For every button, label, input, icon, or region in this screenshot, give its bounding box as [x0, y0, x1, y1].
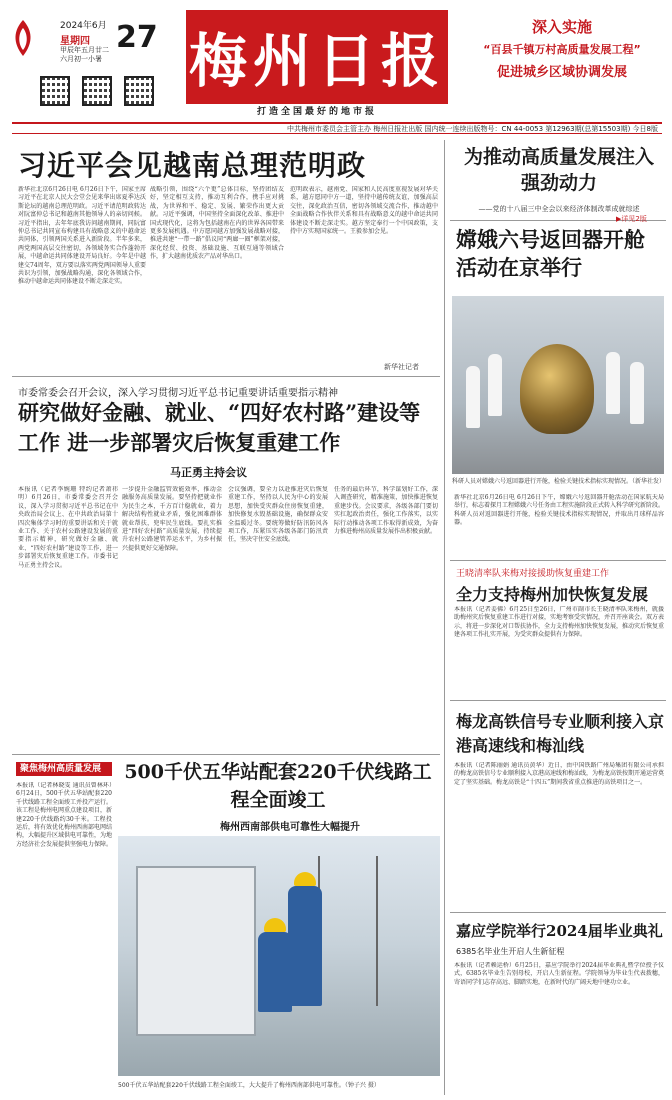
scientist-figure — [630, 362, 644, 424]
publication-info-bar: 中共梅州市委员会主管主办 梅州日报社出版 国内统一连续出版物号：CN 44-0053 第12963期(总第15503期) 今日8版 — [12, 122, 662, 134]
aid-kicker: 王晓清率队来梅对接援助恢复重建工作 — [456, 569, 610, 579]
lunar-date — [60, 46, 109, 64]
section-divider — [450, 912, 666, 913]
scientist-figure — [606, 352, 620, 414]
power-body: 本报讯（记者林晓雯 通讯员曾林环）6月24日，500千伏五华站配套220千伏线路工程全面竣工并投产运行。该工程是梅州电网重点建设项目，新建220千伏线路约30千米。工程投运后，将有效优化梅州西南部电网结构，大幅提升区域供电可靠性，为地方经济社会发展提供坚强电力保障。 — [16, 782, 112, 848]
weekday: 星期四 — [60, 36, 90, 47]
power-headline[interactable]: 500千伏五华站配套220千伏线路工程全面竣工 — [124, 761, 432, 811]
scientist-figure — [488, 354, 502, 416]
section-divider — [12, 376, 440, 377]
railway-body: 本报讯（记者陈丽娟 通讯员黄华）近日，由中国铁路广州局集团有限公司承担的梅龙高铁信号专业顺利接入京港高速线和梅汕线，为梅龙高铁按期开通运营奠定了坚实基础。梅龙高铁是“十四五”期间我省重点推进的高铁项目之一。 — [454, 762, 664, 786]
date-year: 2024年6月 — [60, 21, 107, 31]
worker-helmet-icon — [294, 872, 316, 886]
meeting-body-col4: 任务的最后环节，科学谋划好工作，深入调查研究，精准施策，加快推进恢复重建步伐。会议要求，各级各部门要切实扛起政治责任，强化工作落实，以实际行动推动各项工作取得新成效，为奋力推进梅州高质量发展作出积极贡献。 — [334, 486, 438, 536]
change6-photo-caption: 科研人员对嫦娥六号返回器进行开舱，检验关键技术指标实现情况。（新华社发） — [452, 478, 666, 485]
campaign-banner — [458, 16, 666, 86]
power-subhead: 梅州西南部供电可靠性大幅提升 — [220, 822, 360, 833]
worker-helmet-icon — [264, 918, 286, 932]
lead-body-col2: 战略引领，围绕“六个更”总体目标，坚持团结友好，坚定相互支持，推动互利合作，携手应对挑战，为世界和平、稳定、发展、繁荣作出更大贡献。习近平强调，中国坚持全面深化改革、推进中国式现代化，这将为包括越南在内的世界各国带来更多发展机遇。中方愿同越方加强发展战略对接，推进共建“一带一路”倡议同“两廊一圈”框架对接，深化经贸、投资、基础设施、互联互通等领域合作，扩大越南优质农产品对华出口。 — [150, 186, 284, 261]
banner-line3: 促进城乡区域协调发展 — [496, 65, 627, 80]
meeting-headline[interactable]: 研究做好金融、就业、“四好农村路”建设等工作 进一步部署灾后恢复重建工作 — [18, 400, 421, 455]
change6-photo[interactable] — [452, 296, 664, 474]
newspaper-title-box — [186, 10, 448, 104]
masthead — [0, 0, 672, 118]
qr-code-icon[interactable] — [40, 76, 70, 106]
section-divider — [450, 700, 666, 701]
railway-headline[interactable]: 梅龙高铁信号专业顺利接入京港高速线和梅汕线 — [456, 712, 665, 755]
lunar-line2: 六月初一小暑 — [60, 55, 102, 63]
newspaper-title: 梅州日报 — [188, 27, 445, 95]
lead-body-col3: 范明政表示，越南党、国家和人民高度重视发展对华关系，越方愿同中方一道，坚持中越传统友谊，加强高层交往，深化政治互信，密切各领域交流合作，推动越中全面战略合作伙伴关系和具有战略意义的越中命运共同体建设不断走深走实。越方坚定奉行一个中国政策，支持中方实现国家统一。王毅参加会见。 — [290, 186, 438, 236]
worker-figure — [258, 932, 292, 1012]
date-block — [38, 10, 158, 70]
meeting-kicker: 市委常委会召开会议，深入学习贯彻习近平总书记重要讲话重要指示精神 — [18, 388, 338, 399]
power-photo-caption: 500千伏五华站配套220千伏线路工程全面竣工，大大提升了梅州西南部供电可靠性。（钟子兴 摄） — [118, 1082, 380, 1089]
lead-headline[interactable]: 习近平会见越南总理范明政 — [18, 149, 367, 182]
aid-body: 本报讯（记者姜佛）6月25日至26日，广州市副市长王晓清率队来梅州，就援助梅州灾后恢复重建工作进行对接，实地考察受灾情况，并召开座谈会。双方表示，将进一步深化对口帮扶协作，全力支持梅州加快恢复发展，推动灾后恢复重建各项工作扎实开展，为受灾群众提供有力保障。 — [454, 606, 664, 639]
meeting-body-col2: 一步提升金融监管效能效率，推动金融服务高质量发展。要坚持把就业作为民生之本，千方百计稳就业，着力解决结构性就业矛盾，强化困难群体就业帮扶，兜牢民生底线。要扎实推进“四好农村路”高质量发展，持续提升农村公路建管养运水平，为乡村振兴提供更好交通保障。 — [122, 486, 222, 552]
graduation-body: 本报讯（记者赖运桥）6月25日，嘉应学院举行2024届毕业典礼暨学位授予仪式，6385名毕业生告别母校，开启人生新征程。学院领导为毕业生代表拨穗，寄语同学们志存高远、脚踏实地，在新时代的广阔天地中建功立业。 — [454, 962, 664, 986]
slogan: 打造全国最好的地市报 — [256, 107, 377, 117]
section-divider — [12, 754, 440, 755]
meeting-body-col1: 本报讯（记者李婉珊 特约记者萧祎明）6月26日，市委常委会召开会议，深入学习贯彻习近平总书记在中央政治局会议上、在中共政治局第十四次集体学习时的重要讲话和关于就业工作、关于农村公路建设发展的重要指示精神，研究做好金融、就业、“四好农村路”建设等工作，进一步部署灾后恢复重建工作。市委书记马正勇主持会议。 — [18, 486, 118, 569]
meeting-body-col3: 会议强调，要全力以赴推进灾后恢复重建工作，坚持以人民为中心的发展思想，加快受灾群众住房恢复重建，加快修复水毁基础设施，确保群众安全温暖过冬。要统筹做好防汛防风各项工作，压紧压实各级各部门防汛责任，坚决守住安全底线。 — [228, 486, 328, 544]
aid-headline[interactable]: 全力支持梅州加快恢复发展 — [456, 585, 649, 604]
switchgear-cabinet — [136, 866, 256, 1036]
return-capsule — [520, 344, 594, 434]
scientist-figure — [466, 366, 480, 428]
graduation-subline: 6385名毕业生开启人生新征程 — [456, 947, 565, 956]
reform-subline: ——党的十八届三中全会以来经济体制改革成就综述 — [478, 205, 640, 213]
section-divider — [450, 560, 666, 561]
worker-figure — [288, 886, 322, 1006]
qr-code-icon[interactable] — [124, 76, 154, 106]
lunar-line1: 甲辰年五月廿二 — [60, 46, 109, 54]
power-photo[interactable] — [118, 836, 440, 1076]
banner-line2: “百县千镇万村高质量发展工程” — [483, 43, 641, 56]
column-divider — [444, 140, 445, 1095]
change6-headline[interactable]: 嫦娥六号返回器开舱活动在京举行 — [456, 227, 645, 280]
day-number: 27 — [116, 20, 158, 55]
change6-body: 新华社北京6月26日电 6月26日下午，嫦娥六号返回器开舱活动在国家航天局举行，标志着探月工程嫦娥六号任务由工程实施阶段正式转入科学研究新阶段。科研人员对返回器进行开舱，检验关键技术指标实现情况，并取出月球样品容器。 — [454, 494, 664, 527]
newspaper-logo-icon — [6, 16, 40, 60]
lead-byline: 新华社记者 — [384, 363, 419, 371]
lead-body-col1: 新华社北京6月26日电 6月26日下午，国家主席习近平在北京人民大会堂会见来华出席夏季达沃斯论坛的越南总理范明政。习近平请范明政转达对阮富仲总书记和越南其他领导人的亲切问候。习近平指出，去年年底我访问越南期间，同阮富仲总书记共同宣布构建具有战略意义的中越命运共同体，引领两国关系进入新阶段。半年多来，两党两国高层交往密切，各领域务实合作蓬勃开展，中越命运共同体建设开局良好。今年是中越建交74周年，双方要以落实两党两国领导人重要共识为引领，加强战略沟通，深化各领域合作，推动中越命运共同体建设不断走深走实。 — [18, 186, 146, 286]
meeting-subhead: 马正勇主持会议 — [170, 466, 247, 479]
transmission-tower-icon — [318, 856, 378, 1006]
graduation-headline[interactable]: 嘉应学院举行2024届毕业典礼 — [456, 922, 663, 940]
qr-code-icon[interactable] — [82, 76, 112, 106]
reform-headline[interactable]: 为推动高质量发展注入强劲动力 — [463, 146, 654, 194]
banner-line1: 深入实施 — [531, 18, 592, 36]
jump-link[interactable]: ▶详见2版 — [616, 215, 647, 223]
section-tag: 聚焦梅州高质量发展 — [16, 762, 112, 776]
